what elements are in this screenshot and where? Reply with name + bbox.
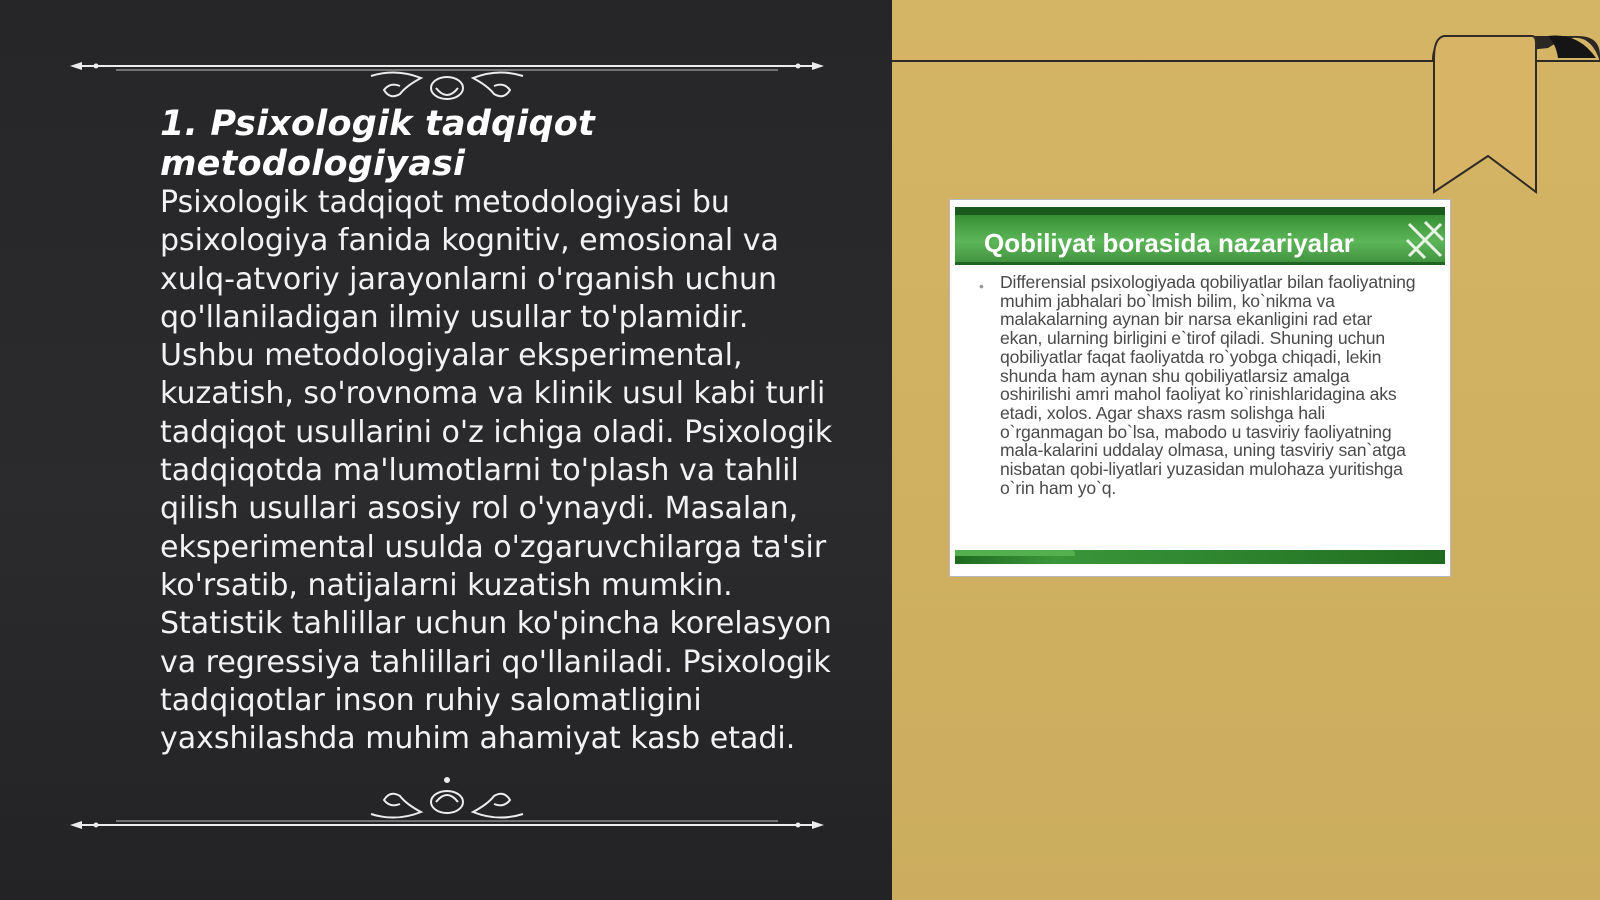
bottom-ornament-divider bbox=[66, 772, 828, 832]
embedded-slide-picture bbox=[950, 200, 1450, 576]
bookmark-ribbon-decoration bbox=[1428, 32, 1600, 202]
picture-footer-bar bbox=[955, 550, 1445, 564]
top-ornament-divider bbox=[66, 42, 828, 102]
green-crossed-corner-icon bbox=[1405, 220, 1445, 260]
picture-header-bar bbox=[955, 207, 1445, 265]
picture-title: Qobiliyat borasida nazariyalar bbox=[984, 228, 1354, 258]
slide-body-text: Psixologik tadqiqot metodologiyasi bu psixologiya fanida kognitiv, emosional va xulq-atvoriy jarayonlarni o'rganish uchun qo'llaniladigan ilmiy usullar to'plamidir. Ushbu metodologiyalar eksperimental, kuzatish, so'rovnoma va klinik usul kabi turli tadqiqot usullarini o'z ichiga oladi. Psixologik tadqiqotda ma'lumotlarni to'plash va tahlil qilish usullari asosiy rol o'ynaydi. Masalan, eksperimental usulda o'zgaruvchilarga ta'sir ko'rsatib, natijalarni kuzatish mumkin. Statistik tahlillar uchun ko'pincha korelasyon va regressiya tahlillari qo'llaniladi. Psixologik tadqiqotlar inson ruhiy salomatligini yaxshilashda muhim ahamiyat kasb etadi. bbox=[160, 185, 833, 757]
picture-bullet-text: Differensial psixologiyada qobiliyatlar bilan faoliyatning muhim jabhalari bo`lmish bilim, ko`nikma va malakalarning aynan bir narsa ekanligini rad etar ekan, ularning birligini e`tirof qiladi. Shuning uchun qobiliyatlar faqat faoliyatda ro`yobga chiqadi, lekin shunda ham aynan shu qobiliyatlarsiz amalga oshirilishi amri mahol faoliyat ko`rinishlaridagina aks etadi, xolos. Agar shaxs rasm solishga hali o`rganmagan bo`lsa, mabodo u tasviriy faoliyatning mala-kalarini uddalay olmasa, uning tasviriy san`atga nisbatan qobi-liyatlari yuzasidan mulohaza yuritishga o`rin ham yo`q. bbox=[1000, 272, 1416, 498]
bullet-dot-icon: • bbox=[979, 278, 984, 294]
slide-title: 1. Psixologik tadqiqot metodologiyasi bbox=[160, 104, 595, 184]
